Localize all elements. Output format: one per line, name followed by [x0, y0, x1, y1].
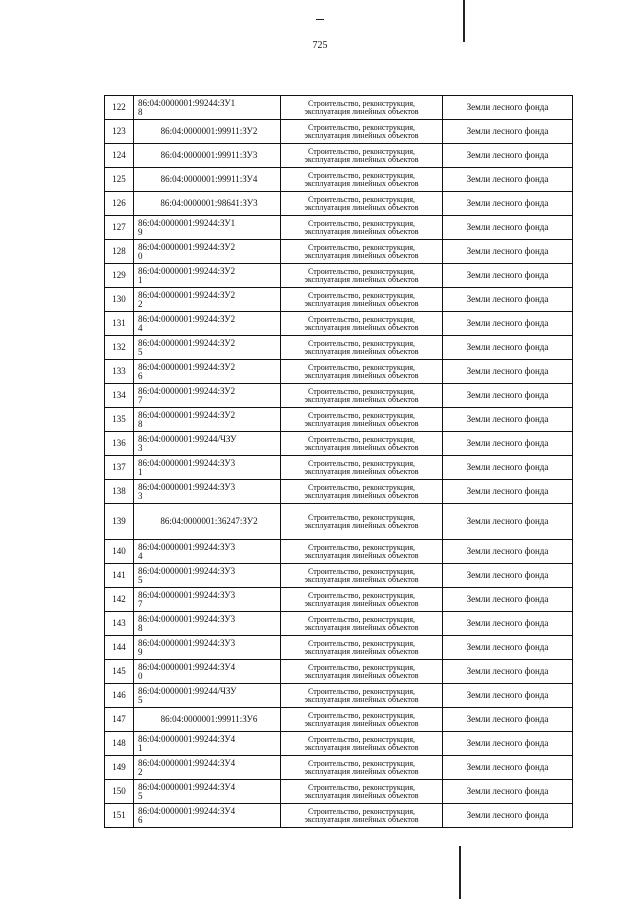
permitted-use: [281, 756, 443, 780]
permitted-use-line1: Строительство, реконструкция,: [307, 590, 416, 600]
permitted-use-line2: эксплуатация линейных объектов: [304, 394, 419, 404]
permitted-use: [281, 504, 443, 540]
table-row: [105, 360, 573, 384]
permitted-use-line2: эксплуатация линейных объектов: [304, 790, 419, 800]
table-row: [105, 144, 573, 168]
permitted-use-line2: эксплуатация линейных объектов: [304, 694, 419, 704]
permitted-use-line1: Строительство, реконструкция,: [307, 146, 416, 156]
permitted-use-line1: Строительство, реконструкция,: [307, 806, 416, 816]
row-number: 142: [105, 588, 134, 612]
permitted-use-line2: эксплуатация линейных объектов: [304, 442, 419, 452]
permitted-use-line2: эксплуатация линейных объектов: [304, 622, 419, 632]
scan-margin-line-bottom: [459, 846, 461, 899]
permitted-use-line1: Строительство, реконструкция,: [307, 512, 416, 522]
cadastral-number: [134, 732, 281, 756]
cadastral-number-line1: 86:04:0000001:99244:ЗУ2: [138, 289, 236, 300]
permitted-use-line2: эксплуатация линейных объектов: [304, 106, 419, 116]
permitted-use: [281, 684, 443, 708]
cadastral-number-line1: 86:04:0000001:99244:ЗУ2: [138, 241, 236, 252]
cadastral-number: [134, 456, 281, 480]
cadastral-number-line1: 86:04:0000001:99244:ЗУ1: [138, 217, 236, 228]
land-category: Земли лесного фонда: [443, 732, 573, 756]
permitted-use-line1: Строительство, реконструкция,: [307, 170, 416, 180]
permitted-use: [281, 360, 443, 384]
row-number: 148: [105, 732, 134, 756]
land-category: Земли лесного фонда: [443, 708, 573, 732]
permitted-use-line2: эксплуатация линейных объектов: [304, 370, 419, 380]
cadastral-number: [134, 384, 281, 408]
cadastral-number: [134, 804, 281, 828]
land-category: Земли лесного фонда: [443, 336, 573, 360]
cadastral-number-line2: 3: [138, 490, 143, 501]
cadastral-number-line1: 86:04:0000001:99911:ЗУ4: [160, 174, 258, 184]
cadastral-number-line2: 8: [138, 418, 143, 429]
cadastral-number-line1: 86:04:0000001:98641:ЗУ3: [160, 198, 258, 208]
row-number: 135: [105, 408, 134, 432]
cadastral-number: [134, 660, 281, 684]
row-number: 147: [105, 708, 134, 732]
row-number: 122: [105, 96, 134, 120]
table-row: [105, 456, 573, 480]
permitted-use: [281, 336, 443, 360]
land-category: Земли лесного фонда: [443, 588, 573, 612]
permitted-use-line2: эксплуатация линейных объектов: [304, 346, 419, 356]
permitted-use: [281, 588, 443, 612]
table-body: [105, 96, 573, 828]
permitted-use: [281, 168, 443, 192]
permitted-use: [281, 708, 443, 732]
table-row: [105, 660, 573, 684]
table-row: [105, 588, 573, 612]
cadastral-number: [134, 120, 281, 144]
row-number: 126: [105, 192, 134, 216]
cadastral-number-line1: 86:04:0000001:99244:ЗУ4: [138, 781, 236, 792]
cadastral-number-line2: 6: [138, 814, 143, 825]
cadastral-number-line1: 86:04:0000001:99244:ЗУ3: [138, 637, 236, 648]
permitted-use-line2: эксплуатация линейных объектов: [304, 670, 419, 680]
row-number: 144: [105, 636, 134, 660]
cadastral-number: [134, 360, 281, 384]
cadastral-number-line1: 86:04:0000001:99244:ЗУ2: [138, 409, 236, 420]
permitted-use-line2: эксплуатация линейных объектов: [304, 298, 419, 308]
permitted-use: [281, 312, 443, 336]
land-category: Земли лесного фонда: [443, 504, 573, 540]
permitted-use-line2: эксплуатация линейных объектов: [304, 274, 419, 284]
table-row: [105, 504, 573, 540]
permitted-use-line2: эксплуатация линейных объектов: [304, 466, 419, 476]
cadastral-number: [134, 144, 281, 168]
land-category: Земли лесного фонда: [443, 216, 573, 240]
permitted-use: [281, 264, 443, 288]
cadastral-number-line1: 86:04:0000001:99244/ЧЗУ: [138, 433, 237, 444]
cadastral-number-line2: 5: [138, 694, 143, 705]
permitted-use: [281, 432, 443, 456]
permitted-use-line1: Строительство, реконструкция,: [307, 542, 416, 552]
cadastral-number-line1: 86:04:0000001:99244:ЗУ2: [138, 361, 236, 372]
land-category: Земли лесного фонда: [443, 264, 573, 288]
permitted-use-line2: эксплуатация линейных объектов: [304, 520, 419, 530]
permitted-use: [281, 480, 443, 504]
scan-margin-line-top: [463, 0, 465, 42]
permitted-use-line2: эксплуатация линейных объектов: [304, 178, 419, 188]
cadastral-number: [134, 336, 281, 360]
cadastral-number-line2: 3: [138, 442, 143, 453]
cadastral-number-line1: 86:04:0000001:99244:ЗУ3: [138, 565, 236, 576]
page-number: 725: [312, 40, 328, 51]
row-number: 145: [105, 660, 134, 684]
permitted-use-line1: Строительство, реконструкция,: [307, 434, 416, 444]
table-row: [105, 708, 573, 732]
table-row: [105, 264, 573, 288]
cadastral-number-line1: 86:04:0000001:99244:ЗУ4: [138, 805, 236, 816]
row-number: 134: [105, 384, 134, 408]
permitted-use-line2: эксплуатация линейных объектов: [304, 814, 419, 824]
cadastral-number-line2: 9: [138, 226, 143, 237]
table-row: [105, 120, 573, 144]
row-number: 133: [105, 360, 134, 384]
permitted-use-line2: эксплуатация линейных объектов: [304, 250, 419, 260]
cadastral-number-line2: 7: [138, 394, 143, 405]
cadastral-number-line1: 86:04:0000001:99244:ЗУ2: [138, 265, 236, 276]
table-row: [105, 168, 573, 192]
cadastral-number: [134, 504, 281, 540]
land-category: Земли лесного фонда: [443, 288, 573, 312]
cadastral-number-line2: 8: [138, 106, 143, 117]
land-category: Земли лесного фонда: [443, 804, 573, 828]
land-category: Земли лесного фонда: [443, 312, 573, 336]
cadastral-number-line1: 86:04:0000001:99244:ЗУ2: [138, 337, 236, 348]
permitted-use-line1: Строительство, реконструкция,: [307, 242, 416, 252]
land-category: Земли лесного фонда: [443, 96, 573, 120]
row-number: 139: [105, 504, 134, 540]
permitted-use-line1: Строительство, реконструкция,: [307, 338, 416, 348]
row-number: 131: [105, 312, 134, 336]
permitted-use-line1: Строительство, реконструкция,: [307, 266, 416, 276]
row-number: 141: [105, 564, 134, 588]
cadastral-number-line2: 8: [138, 622, 143, 633]
permitted-use: [281, 612, 443, 636]
permitted-use: [281, 408, 443, 432]
row-number: 146: [105, 684, 134, 708]
row-number: 149: [105, 756, 134, 780]
cadastral-number-line1: 86:04:0000001:99244:ЗУ3: [138, 481, 236, 492]
row-number: 137: [105, 456, 134, 480]
cadastral-number-line2: 1: [138, 274, 143, 285]
scan-dash-mark: [316, 19, 324, 20]
permitted-use-line1: Строительство, реконструкция,: [307, 218, 416, 228]
cadastral-number-line1: 86:04:0000001:99244:ЗУ2: [138, 385, 236, 396]
cadastral-number-line2: 4: [138, 322, 143, 333]
cadastral-number: [134, 756, 281, 780]
permitted-use: [281, 216, 443, 240]
permitted-use: [281, 564, 443, 588]
permitted-use-line1: Строительство, реконструкция,: [307, 386, 416, 396]
row-number: 140: [105, 540, 134, 564]
land-category: Земли лесного фонда: [443, 360, 573, 384]
cadastral-number-line1: 86:04:0000001:99911:ЗУ6: [160, 714, 258, 724]
cadastral-number-line2: 4: [138, 550, 143, 561]
permitted-use-line2: эксплуатация линейных объектов: [304, 742, 419, 752]
cadastral-number-line1: 86:04:0000001:36247:ЗУ2: [160, 516, 258, 526]
cadastral-number: [134, 168, 281, 192]
permitted-use-line2: эксплуатация линейных объектов: [304, 202, 419, 212]
permitted-use: [281, 732, 443, 756]
cadastral-number-line1: 86:04:0000001:99244:ЗУ3: [138, 541, 236, 552]
cadastral-number-line1: 86:04:0000001:99911:ЗУ3: [160, 150, 258, 160]
permitted-use: [281, 288, 443, 312]
cadastral-number: [134, 432, 281, 456]
cadastral-number: [134, 636, 281, 660]
cadastral-number-line1: 86:04:0000001:99911:ЗУ2: [160, 126, 258, 136]
permitted-use: [281, 96, 443, 120]
land-category: Земли лесного фонда: [443, 480, 573, 504]
table-row: [105, 408, 573, 432]
permitted-use-line2: эксплуатация линейных объектов: [304, 490, 419, 500]
table-row: [105, 96, 573, 120]
cadastral-number: [134, 216, 281, 240]
land-category: Земли лесного фонда: [443, 432, 573, 456]
cadastral-number: [134, 540, 281, 564]
land-category: Земли лесного фонда: [443, 408, 573, 432]
permitted-use-line1: Строительство, реконструкция,: [307, 194, 416, 204]
cadastral-number-line2: 5: [138, 790, 143, 801]
land-category: Земли лесного фонда: [443, 612, 573, 636]
table-row: [105, 804, 573, 828]
row-number: 125: [105, 168, 134, 192]
permitted-use: [281, 456, 443, 480]
land-category: Земли лесного фонда: [443, 168, 573, 192]
cadastral-number-line2: 5: [138, 574, 143, 585]
permitted-use-line1: Строительство, реконструкция,: [307, 410, 416, 420]
land-category: Земли лесного фонда: [443, 564, 573, 588]
row-number: 150: [105, 780, 134, 804]
permitted-use-line1: Строительство, реконструкция,: [307, 734, 416, 744]
permitted-use: [281, 780, 443, 804]
permitted-use: [281, 120, 443, 144]
permitted-use-line2: эксплуатация линейных объектов: [304, 766, 419, 776]
row-number: 132: [105, 336, 134, 360]
permitted-use: [281, 192, 443, 216]
permitted-use-line1: Строительство, реконструкция,: [307, 638, 416, 648]
row-number: 129: [105, 264, 134, 288]
cadastral-number: [134, 564, 281, 588]
permitted-use-line1: Строительство, реконструкция,: [307, 458, 416, 468]
cadastral-number-line2: 0: [138, 250, 143, 261]
row-number: 123: [105, 120, 134, 144]
table-row: [105, 564, 573, 588]
permitted-use-line2: эксплуатация линейных объектов: [304, 574, 419, 584]
land-category: Земли лесного фонда: [443, 636, 573, 660]
table-row: [105, 312, 573, 336]
cadastral-number-line1: 86:04:0000001:99244:ЗУ3: [138, 457, 236, 468]
table-row: [105, 756, 573, 780]
permitted-use-line1: Строительство, реконструкция,: [307, 290, 416, 300]
permitted-use: [281, 144, 443, 168]
permitted-use-line1: Строительство, реконструкция,: [307, 662, 416, 672]
land-category: Земли лесного фонда: [443, 780, 573, 804]
cadastral-number-line1: 86:04:0000001:99244:ЗУ1: [138, 97, 236, 108]
land-category: Земли лесного фонда: [443, 756, 573, 780]
land-category: Земли лесного фонда: [443, 240, 573, 264]
cadastral-number: [134, 684, 281, 708]
land-category: Земли лесного фонда: [443, 540, 573, 564]
permitted-use-line2: эксплуатация линейных объектов: [304, 598, 419, 608]
cadastral-number: [134, 240, 281, 264]
permitted-use-line1: Строительство, реконструкция,: [307, 782, 416, 792]
table-row: [105, 780, 573, 804]
cadastral-number: [134, 96, 281, 120]
cadastral-number: [134, 264, 281, 288]
permitted-use-line2: эксплуатация линейных объектов: [304, 418, 419, 428]
row-number: 143: [105, 612, 134, 636]
permitted-use-line1: Строительство, реконструкция,: [307, 758, 416, 768]
cadastral-number-line2: 6: [138, 370, 143, 381]
cadastral-number: [134, 408, 281, 432]
table-row: [105, 540, 573, 564]
cadastral-number-line2: 5: [138, 346, 143, 357]
cadastral-number: [134, 612, 281, 636]
land-category: Земли лесного фонда: [443, 384, 573, 408]
permitted-use-line2: эксплуатация линейных объектов: [304, 646, 419, 656]
cadastral-number-line1: 86:04:0000001:99244/ЧЗУ: [138, 685, 237, 696]
table-row: [105, 612, 573, 636]
permitted-use-line1: Строительство, реконструкция,: [307, 98, 416, 108]
permitted-use-line1: Строительство, реконструкция,: [307, 362, 416, 372]
cadastral-number-line1: 86:04:0000001:99244:ЗУ2: [138, 313, 236, 324]
cadastral-number-line1: 86:04:0000001:99244:ЗУ3: [138, 589, 236, 600]
land-category: Земли лесного фонда: [443, 456, 573, 480]
cadastral-number: [134, 312, 281, 336]
cadastral-number-line2: 1: [138, 742, 143, 753]
cadastral-number-line1: 86:04:0000001:99244:ЗУ3: [138, 613, 236, 624]
permitted-use: [281, 660, 443, 684]
permitted-use: [281, 384, 443, 408]
permitted-use-line2: эксплуатация линейных объектов: [304, 550, 419, 560]
table-row: [105, 336, 573, 360]
permitted-use-line1: Строительство, реконструкция,: [307, 122, 416, 132]
land-category: Земли лесного фонда: [443, 192, 573, 216]
land-category: Земли лесного фонда: [443, 684, 573, 708]
permitted-use: [281, 636, 443, 660]
table-row: [105, 684, 573, 708]
permitted-use-line1: Строительство, реконструкция,: [307, 710, 416, 720]
cadastral-number: [134, 480, 281, 504]
cadastral-number-line2: 2: [138, 766, 143, 777]
cadastral-number-line2: 0: [138, 670, 143, 681]
cadastral-number-line2: 9: [138, 646, 143, 657]
cadastral-number-line1: 86:04:0000001:99244:ЗУ4: [138, 733, 236, 744]
permitted-use-line2: эксплуатация линейных объектов: [304, 322, 419, 332]
land-category: Земли лесного фонда: [443, 660, 573, 684]
permitted-use-line2: эксплуатация линейных объектов: [304, 130, 419, 140]
row-number: 151: [105, 804, 134, 828]
table-row: [105, 480, 573, 504]
row-number: 130: [105, 288, 134, 312]
table-row: [105, 384, 573, 408]
permitted-use: [281, 804, 443, 828]
table-row: [105, 636, 573, 660]
permitted-use-line2: эксплуатация линейных объектов: [304, 226, 419, 236]
cadastral-number-line1: 86:04:0000001:99244:ЗУ4: [138, 757, 236, 768]
cadastral-number: [134, 708, 281, 732]
permitted-use: [281, 240, 443, 264]
row-number: 128: [105, 240, 134, 264]
row-number: 138: [105, 480, 134, 504]
permitted-use-line1: Строительство, реконструкция,: [307, 566, 416, 576]
land-category: Земли лесного фонда: [443, 144, 573, 168]
row-number: 136: [105, 432, 134, 456]
permitted-use-line2: эксплуатация линейных объектов: [304, 718, 419, 728]
cadastral-number-line2: 1: [138, 466, 143, 477]
cadastral-number-line1: 86:04:0000001:99244:ЗУ4: [138, 661, 236, 672]
table-row: [105, 432, 573, 456]
permitted-use-line1: Строительство, реконструкция,: [307, 614, 416, 624]
table-row: [105, 192, 573, 216]
cadastral-number: [134, 780, 281, 804]
cadastral-number: [134, 288, 281, 312]
land-plots-table: [104, 95, 573, 828]
cadastral-number: [134, 588, 281, 612]
permitted-use: [281, 540, 443, 564]
cadastral-number-line2: 7: [138, 598, 143, 609]
permitted-use-line1: Строительство, реконструкция,: [307, 686, 416, 696]
row-number: 127: [105, 216, 134, 240]
table-row: [105, 216, 573, 240]
permitted-use-line2: эксплуатация линейных объектов: [304, 154, 419, 164]
permitted-use-line1: Строительство, реконструкция,: [307, 482, 416, 492]
cadastral-number: [134, 192, 281, 216]
table-row: [105, 732, 573, 756]
table-row: [105, 288, 573, 312]
row-number: 124: [105, 144, 134, 168]
table-row: [105, 240, 573, 264]
cadastral-number-line2: 2: [138, 298, 143, 309]
permitted-use-line1: Строительство, реконструкция,: [307, 314, 416, 324]
land-category: Земли лесного фонда: [443, 120, 573, 144]
